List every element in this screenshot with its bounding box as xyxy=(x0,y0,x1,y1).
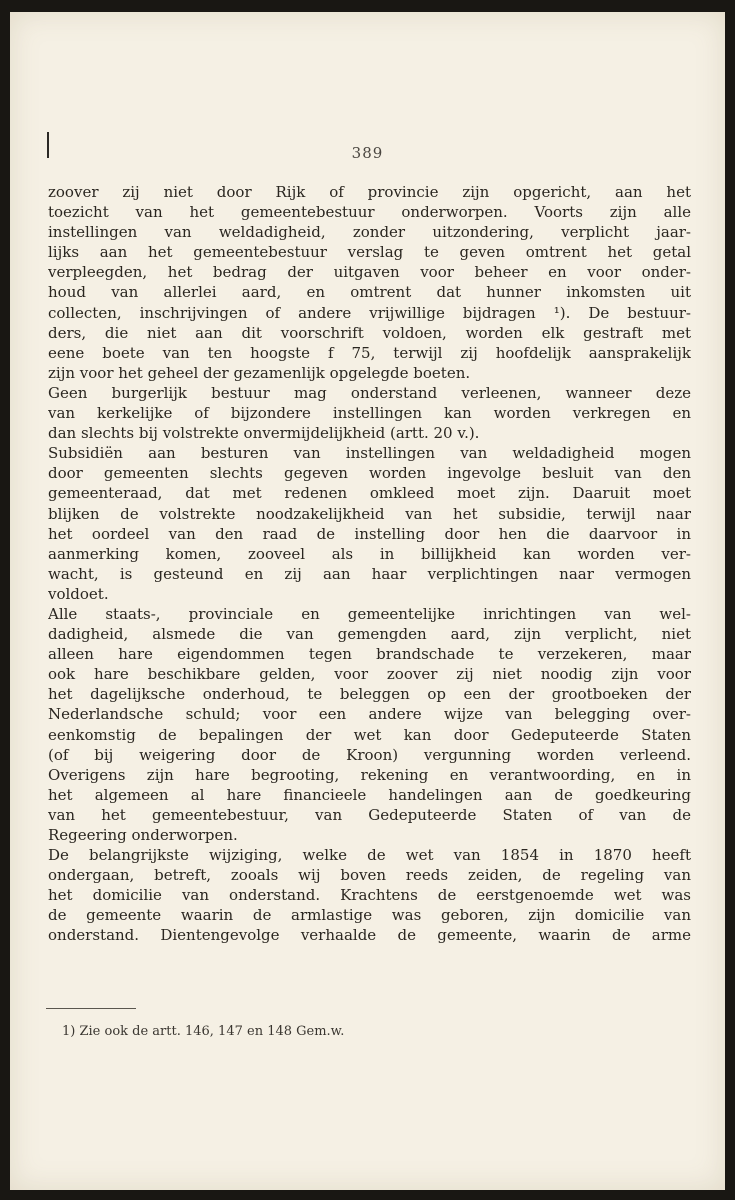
text-line: het oordeel van den raad de instelling door hen die daarvoor in xyxy=(48,524,691,543)
text-line: het domicilie van onderstand. Krachtens de eerstgenoemde wet was xyxy=(48,886,691,905)
footnote-rule xyxy=(46,1008,136,1009)
text-line: wacht, is gesteund en zij aan haar verplichtingen naar vermogen xyxy=(48,564,691,583)
text-line: alleen hare eigendommen tegen brandschade te verzekeren, maar xyxy=(48,645,691,664)
text-line: Geen burgerlijk bestuur mag onderstand verleenen, wanneer deze xyxy=(48,383,691,402)
text-line: van kerkelijke of bijzondere instellingen kan worden verkregen en xyxy=(48,404,691,423)
text-line: het algemeen al hare financieele handelingen aan de goedkeuring xyxy=(48,785,691,804)
page-number: 389 xyxy=(351,144,384,162)
text-line: eenkomstig de bepalingen der wet kan door Gedeputeerde Staten xyxy=(48,725,691,744)
book-page xyxy=(10,12,725,1190)
text-line: Alle staats-, provinciale en gemeentelijke inrichtingen van wel- xyxy=(48,604,691,623)
text-line: de gemeente waarin de armlastige was geboren, zijn domicilie van xyxy=(48,906,691,925)
text-line: (of bij weigering door de Kroon) vergunning worden verleend. xyxy=(48,745,691,764)
text-line: door gemeenten slechts gegeven worden ingevolge besluit van den xyxy=(48,464,691,483)
text-line: aanmerking komen, zooveel als in billijkheid kan worden ver- xyxy=(48,544,691,563)
text-line: De belangrijkste wijziging, welke de wet van 1854 in 1870 heeft xyxy=(48,846,691,865)
text-line: zijn voor het geheel der gezamenlijk opgelegde boeten. xyxy=(48,363,471,382)
text-line: dan slechts bij volstrekte onvermijdelijkheid (artt. 20 v.). xyxy=(48,424,480,443)
text-line: instellingen van weldadigheid, zonder uitzondering, verplicht jaar- xyxy=(48,223,691,242)
text-line: collecten, inschrijvingen of andere vrijwillige bijdragen ¹). De bestuur- xyxy=(48,303,691,322)
text-line: dadigheid, alsmede die van gemengden aard, zijn verplicht, niet xyxy=(48,625,691,644)
text-line: blijken de volstrekte noodzakelijkheid van het subsidie, terwijl naar xyxy=(48,504,691,523)
text-line: toezicht van het gemeentebestuur onderworpen. Voorts zijn alle xyxy=(48,203,691,222)
text-line: houd van allerlei aard, en omtrent dat hunner inkomsten uit xyxy=(48,283,691,302)
text-line: verpleegden, het bedrag der uitgaven voor beheer en voor onder- xyxy=(48,263,691,282)
text-line: zoover zij niet door Rijk of provincie zijn opgericht, aan het xyxy=(48,183,691,201)
text-line: voldoet. xyxy=(48,584,109,603)
text-line: onderstand. Dientengevolge verhaalde de gemeente, waarin de arme xyxy=(48,926,691,945)
text-line: het dagelijksche onderhoud, te beleggen op een der grootboeken der xyxy=(48,685,691,704)
footnote: 1) Zie ook de artt. 146, 147 en 148 Gem.w. xyxy=(62,1024,345,1039)
body-text xyxy=(48,182,691,946)
text-line: ondergaan, betreft, zooals wij boven reeds zeiden, de regeling van xyxy=(48,866,691,885)
text-line: Subsidiën aan besturen van instellingen van weldadigheid mogen xyxy=(48,444,691,463)
text-line: Overigens zijn hare begrooting, rekening en verantwoording, en in xyxy=(48,765,691,784)
text-line: ders, die niet aan dit voorschrift voldoen, worden elk gestraft met xyxy=(48,323,691,342)
text-line: Nederlandsche schuld; voor een andere wijze van belegging over- xyxy=(48,705,691,724)
text-line: gemeenteraad, dat met redenen omkleed moet zijn. Daaruit moet xyxy=(48,484,691,503)
text-line: van het gemeentebestuur, van Gedeputeerde Staten of van de xyxy=(48,805,691,824)
text-line: lijks aan het gemeentebestuur verslag te geven omtrent het getal xyxy=(48,243,691,262)
text-line: ook hare beschikbare gelden, voor zoover zij niet noodig zijn voor xyxy=(48,665,691,684)
text-line: eene boete van ten hoogste f 75, terwijl zij hoofdelijk aansprakelijk xyxy=(48,343,691,362)
text-line: Regeering onderworpen. xyxy=(48,826,238,844)
